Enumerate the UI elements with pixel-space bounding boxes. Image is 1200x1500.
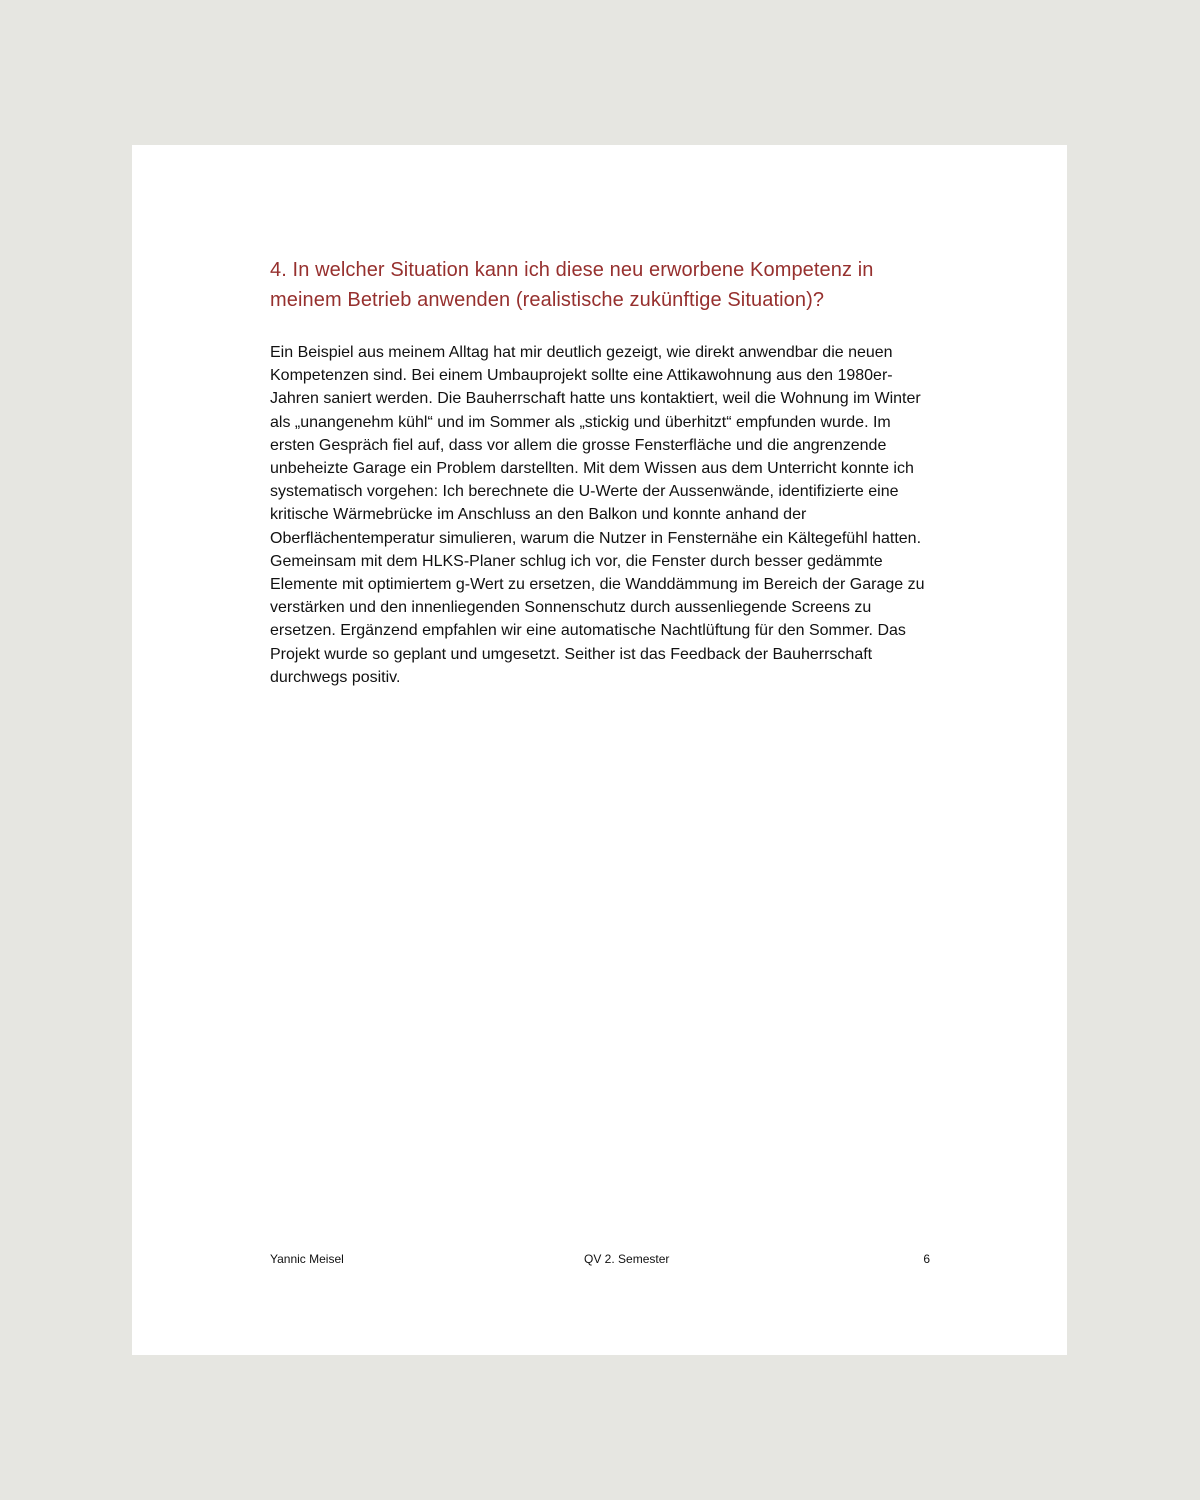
footer-course: QV 2. Semester <box>584 1252 670 1266</box>
footer-author: Yannic Meisel <box>270 1252 344 1266</box>
footer-page-number: 6 <box>923 1252 930 1266</box>
page-footer <box>270 1251 930 1267</box>
page-content <box>270 255 930 689</box>
body-paragraph: Ein Beispiel aus meinem Alltag hat mir deutlich gezeigt, wie direkt anwendbar die neuen Kompetenzen sind. Bei einem Umbauprojekt sollte eine Attikawohnung aus den 1980er-Jahren saniert werden. Die Bauherrschaft hatte uns kontaktiert, weil die Wohnung im Winter als „unangenehm kühl“ und im Sommer als „stickig und überhitzt“ empfunden wurde. Im ersten Gespräch fiel auf, dass vor allem die grosse Fensterfläche und die angrenzende unbeheizte Garage ein Problem darstellten. Mit dem Wissen aus dem Unterricht konnte ich systematisch vorgehen: Ich berechnete die U-Werte der Aussenwände, identifizierte eine kritische Wärmebrücke im Anschluss an den Balkon und konnte anhand der Oberflächentemperatur simulieren, warum die Nutzer in Fensternähe ein Kältegefühl hatten. Gemeinsam mit dem HLKS-Planer schlug ich vor, die Fenster durch besser gedämmte Elemente mit optimiertem g-Wert zu ersetzen, die Wanddämmung im Bereich der Garage zu verstärken und den innenliegenden Sonnenschutz durch aussenliegende Screens zu ersetzen. Ergänzend empfahlen wir eine automatische Nachtlüftung für den Sommer. Das Projekt wurde so geplant und umgesetzt. Seither ist das Feedback der Bauherrschaft durchwegs positiv. <box>270 344 925 686</box>
section-heading: 4. In welcher Situation kann ich diese neu erworbene Kompetenz in meinem Betrieb anwenden (realistische zukünftige Situation)? <box>270 259 874 311</box>
document-page <box>132 145 1067 1355</box>
